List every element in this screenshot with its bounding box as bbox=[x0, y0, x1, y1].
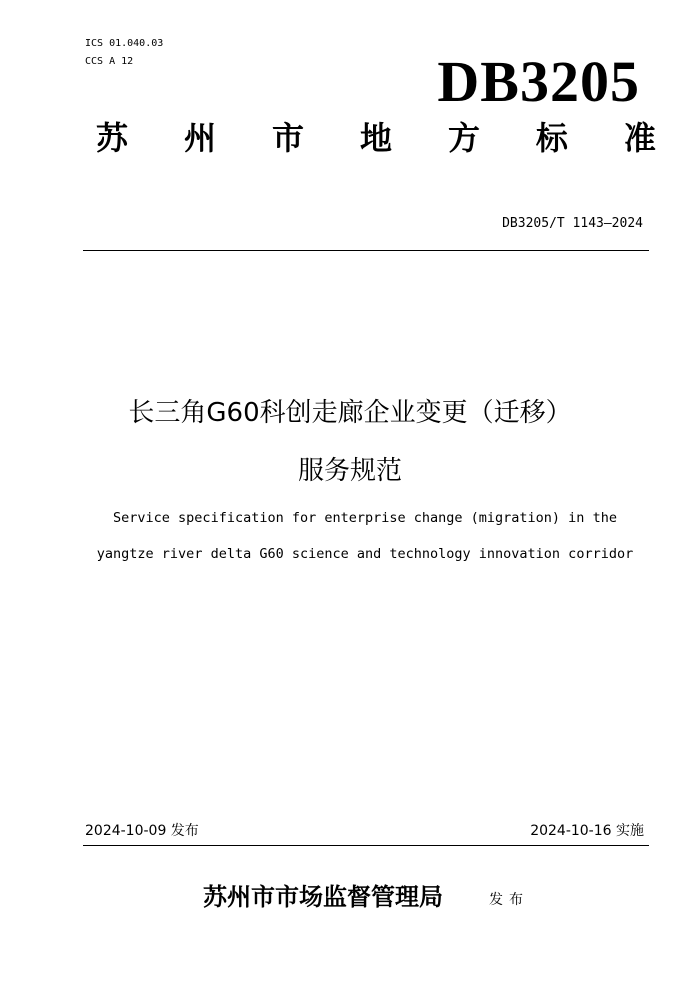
bottom-divider bbox=[83, 845, 649, 846]
title-chinese-line-1: 长三角G60科创走廊企业变更（迁移） bbox=[128, 398, 572, 428]
ics-code: ICS 01.040.03 bbox=[85, 38, 164, 49]
implementation-date: 2024-10-16 实施 bbox=[530, 823, 644, 839]
standard-code: DB3205/T 1143—2024 bbox=[502, 216, 643, 231]
title-english-line-2: yangtze river delta G60 science and technology innovation corridor bbox=[96, 546, 634, 562]
top-divider bbox=[83, 250, 649, 251]
standard-type-char: 市 bbox=[271, 119, 304, 157]
standard-type-char: 方 bbox=[447, 119, 480, 157]
issuing-authority: 苏州市市场监督管理局 bbox=[203, 882, 443, 911]
standard-type-char: 标 bbox=[535, 119, 568, 157]
standard-type-char: 州 bbox=[183, 119, 216, 157]
standard-type-char: 苏 bbox=[96, 119, 129, 157]
standard-type-heading bbox=[96, 118, 656, 158]
ccs-code: CCS A 12 bbox=[85, 56, 134, 67]
issue-date: 2024-10-09 发布 bbox=[85, 823, 199, 839]
db-logo: DB3205 bbox=[437, 49, 640, 114]
title-chinese-line-2: 服务规范 bbox=[297, 456, 402, 486]
issue-word: 发布 bbox=[489, 892, 529, 908]
standard-type-char: 准 bbox=[623, 119, 656, 157]
standard-type-char: 地 bbox=[359, 119, 392, 157]
title-english-line-1: Service specification for enterprise change (migration) in the bbox=[113, 510, 617, 526]
